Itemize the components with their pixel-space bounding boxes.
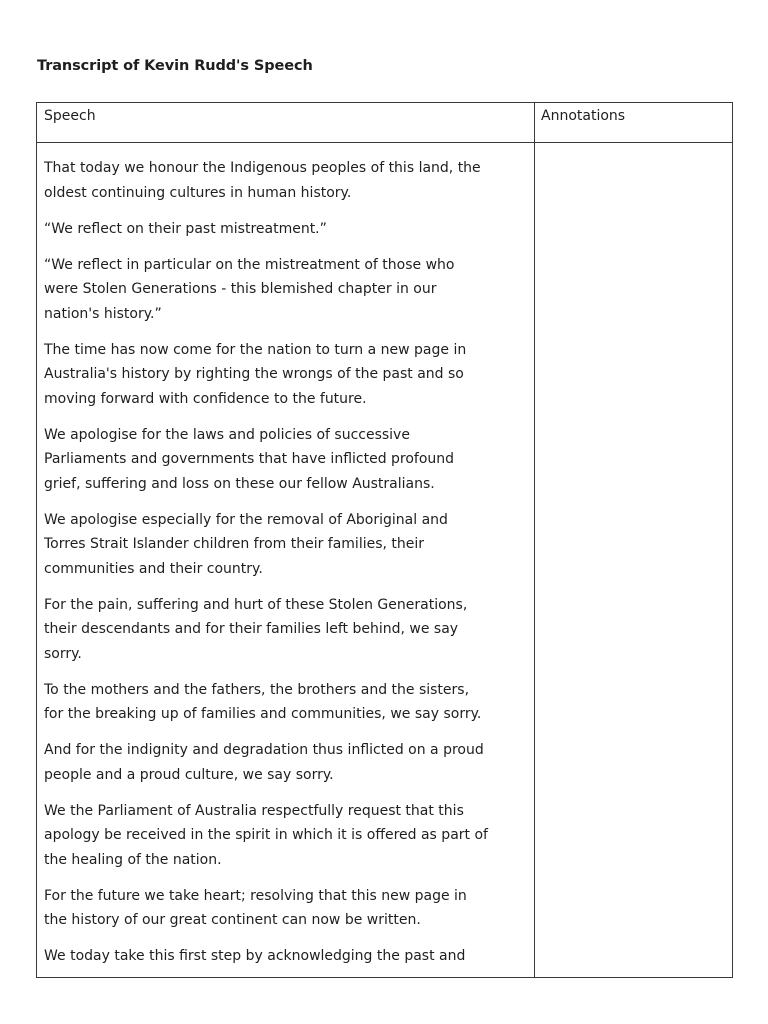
speech-paragraph: We apologise especially for the removal of Aboriginal and Torres Strait Islander children from their families, their communities and their country. — [44, 511, 448, 577]
speech-paragraph: And for the indignity and degradation thus inflicted on a proud people and a proud culture, we say sorry. — [44, 742, 484, 783]
speech-paragraph: “We reflect in particular on the mistreatment of those who were Stolen Generations - this blemished chapter in our nation's history.” — [44, 256, 455, 322]
speech-paragraph: For the pain, suffering and hurt of these Stolen Generations, their descendants and for their families left behind, we say sorry. — [44, 596, 468, 662]
annotations-column-header: Annotations — [541, 108, 626, 124]
transcript-table — [36, 102, 733, 978]
speech-paragraph: We the Parliament of Australia respectfully request that this apology be received in the spirit in which it is offered as part of the healing of the nation. — [44, 802, 488, 868]
speech-paragraph: To the mothers and the fathers, the brothers and the sisters, for the breaking up of families and communities, we say sorry. — [44, 681, 482, 722]
speech-cell — [44, 156, 528, 980]
speech-paragraph: We apologise for the laws and policies of successive Parliaments and governments that have inflicted profound grief, suffering and loss on these our fellow Australians. — [44, 426, 455, 492]
speech-column-header: Speech — [44, 108, 96, 124]
document-title: Transcript of Kevin Rudd's Speech — [37, 58, 313, 74]
speech-paragraph: “We reflect on their past mistreatment.” — [44, 220, 327, 237]
speech-paragraph: That today we honour the Indigenous peoples of this land, the oldest continuing cultures in human history. — [44, 160, 481, 201]
annotations-cell[interactable] — [535, 143, 732, 977]
speech-paragraph: For the future we take heart; resolving that this new page in the history of our great continent can now be written. — [44, 887, 467, 928]
speech-paragraph: We today take this first step by acknowledging the past and — [44, 948, 466, 964]
speech-paragraph: The time has now come for the nation to turn a new page in Australia's history by righting the wrongs of the past and so moving forward with confidence to the future. — [44, 341, 467, 407]
